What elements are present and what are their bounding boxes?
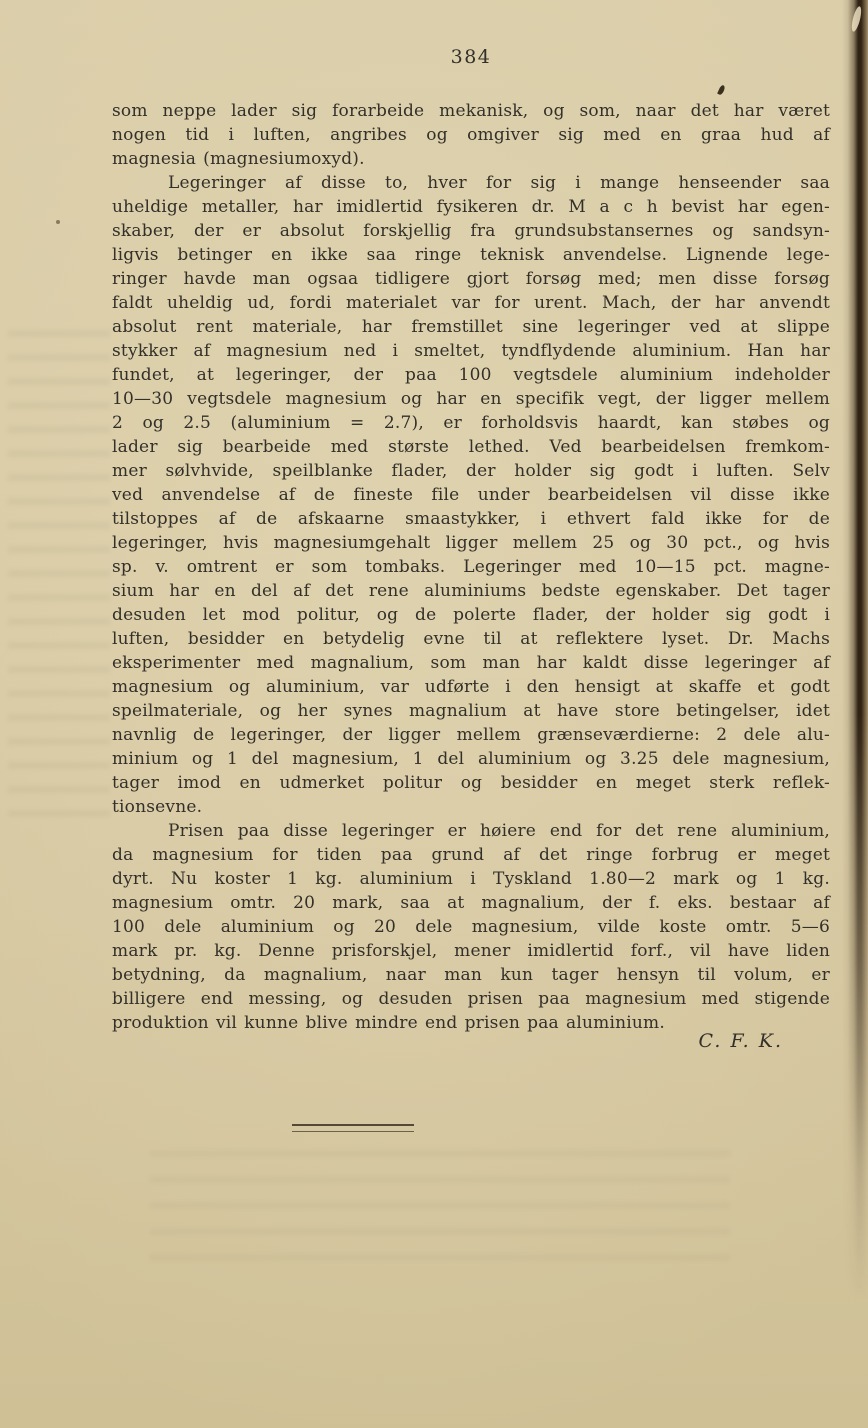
- text-line: absolut rent materiale, har fremstillet sine legeringer ved at slippe: [112, 317, 830, 337]
- text-line: minium og 1 del magnesium, 1 del aluminium og 3.25 dele magnesium,: [112, 749, 830, 769]
- text-line: ringer havde man ogsaa tidligere gjort forsøg med; men disse forsøg: [112, 269, 830, 289]
- text-line: magnesium og aluminium, var udførte i den hensigt at skaffe et godt: [112, 677, 830, 697]
- text-line: som neppe lader sig forarbeide mekanisk, og som, naar det har været: [112, 101, 830, 121]
- text-line: speilmateriale, og her synes magnalium at have store betingelser, idet: [112, 701, 830, 721]
- book-edge-shadow: [842, 0, 868, 1300]
- text-line: skaber, der er absolut forskjellig fra grundsubstansernes og sandsyn-: [112, 221, 830, 241]
- text-line: mark pr. kg. Denne prisforskjel, mener imidlertid forf., vil have liden: [112, 941, 830, 961]
- text-line: produktion vil kunne blive mindre end prisen paa aluminium.: [112, 1013, 665, 1033]
- text-line: betydning, da magnalium, naar man kun tager hensyn til volum, er: [112, 965, 830, 985]
- text-line: dyrt. Nu koster 1 kg. aluminium i Tyskland 1.80—2 mark og 1 kg.: [112, 869, 830, 889]
- text-line: stykker af magnesium ned i smeltet, tyndflydende aluminium. Han har: [112, 341, 830, 361]
- text-line: legeringer, hvis magnesiumgehalt ligger mellem 25 og 30 pct., og hvis: [112, 533, 830, 553]
- text-line: sp. v. omtrent er som tombaks. Legeringer med 10—15 pct. magne-: [112, 557, 830, 577]
- text-line: nogen tid i luften, angribes og omgiver sig med en graa hud af: [112, 125, 830, 145]
- text-line: 10—30 vegtsdele magnesium og har en specifik vegt, der ligger mellem: [112, 389, 830, 409]
- ink-speck: [717, 84, 726, 95]
- text-line: fundet, at legeringer, der paa 100 vegtsdele aluminium indeholder: [112, 365, 830, 385]
- text-line: uheldige metaller, har imidlertid fysikeren dr. M a c h bevist har egen-: [112, 197, 830, 217]
- text-line: Prisen paa disse legeringer er høiere end for det rene aluminium,: [168, 821, 830, 841]
- text-line: eksperimenter med magnalium, som man har kaldt disse legeringer af: [112, 653, 830, 673]
- section-divider-rule: [292, 1124, 414, 1132]
- text-line: lader sig bearbeide med største lethed. Ved bearbeidelsen fremkom-: [112, 437, 830, 457]
- text-line: billigere end messing, og desuden prisen paa magnesium med stigende: [112, 989, 830, 1009]
- text-line: magnesia (magnesiumoxyd).: [112, 149, 365, 169]
- article-text: [112, 99, 830, 1035]
- text-line: ved anvendelse af de fineste file under bearbeidelsen vil disse ikke: [112, 485, 830, 505]
- text-line: tilstoppes af de afskaarne smaastykker, i ethvert fald ikke for de: [112, 509, 830, 529]
- text-line: sium har en del af det rene aluminiums bedste egenskaber. Det tager: [112, 581, 830, 601]
- text-line: Legeringer af disse to, hver for sig i mange henseender saa: [168, 173, 830, 193]
- text-line: luften, besidder en betydelig evne til at reflektere lyset. Dr. Machs: [112, 629, 830, 649]
- text-line: desuden let mod politur, og de polerte flader, der holder sig godt i: [112, 605, 830, 625]
- text-line: tager imod en udmerket politur og besidder en meget sterk reflek-: [112, 773, 830, 793]
- text-line: magnesium omtr. 20 mark, saa at magnalium, der f. eks. bestaar af: [112, 893, 830, 913]
- text-line: 100 dele aluminium og 20 dele magnesium, vilde koste omtr. 5—6: [112, 917, 830, 937]
- text-line: mer sølvhvide, speilblanke flader, der holder sig godt i luften. Selv: [112, 461, 830, 481]
- text-line: tionsevne.: [112, 797, 203, 817]
- text-line: ligvis betinger en ikke saa ringe teknisk anvendelse. Lignende lege-: [112, 245, 830, 265]
- page-number: 384: [450, 46, 492, 68]
- text-line: navnlig de legeringer, der ligger mellem grænseværdierne: 2 dele alu-: [112, 725, 830, 745]
- text-line: faldt uheldig ud, fordi materialet var for urent. Mach, der har anvendt: [112, 293, 830, 313]
- text-line: 2 og 2.5 (aluminium = 2.7), er forholdsvis haardt, kan støbes og: [112, 413, 830, 433]
- bleed-through-text-left-margin: [8, 330, 110, 820]
- bleed-through-text-bottom: [150, 1150, 730, 1280]
- ink-speck: [56, 220, 60, 224]
- author-initials: C. F. K.: [698, 1030, 783, 1052]
- text-line: da magnesium for tiden paa grund af det ringe forbrug er meget: [112, 845, 830, 865]
